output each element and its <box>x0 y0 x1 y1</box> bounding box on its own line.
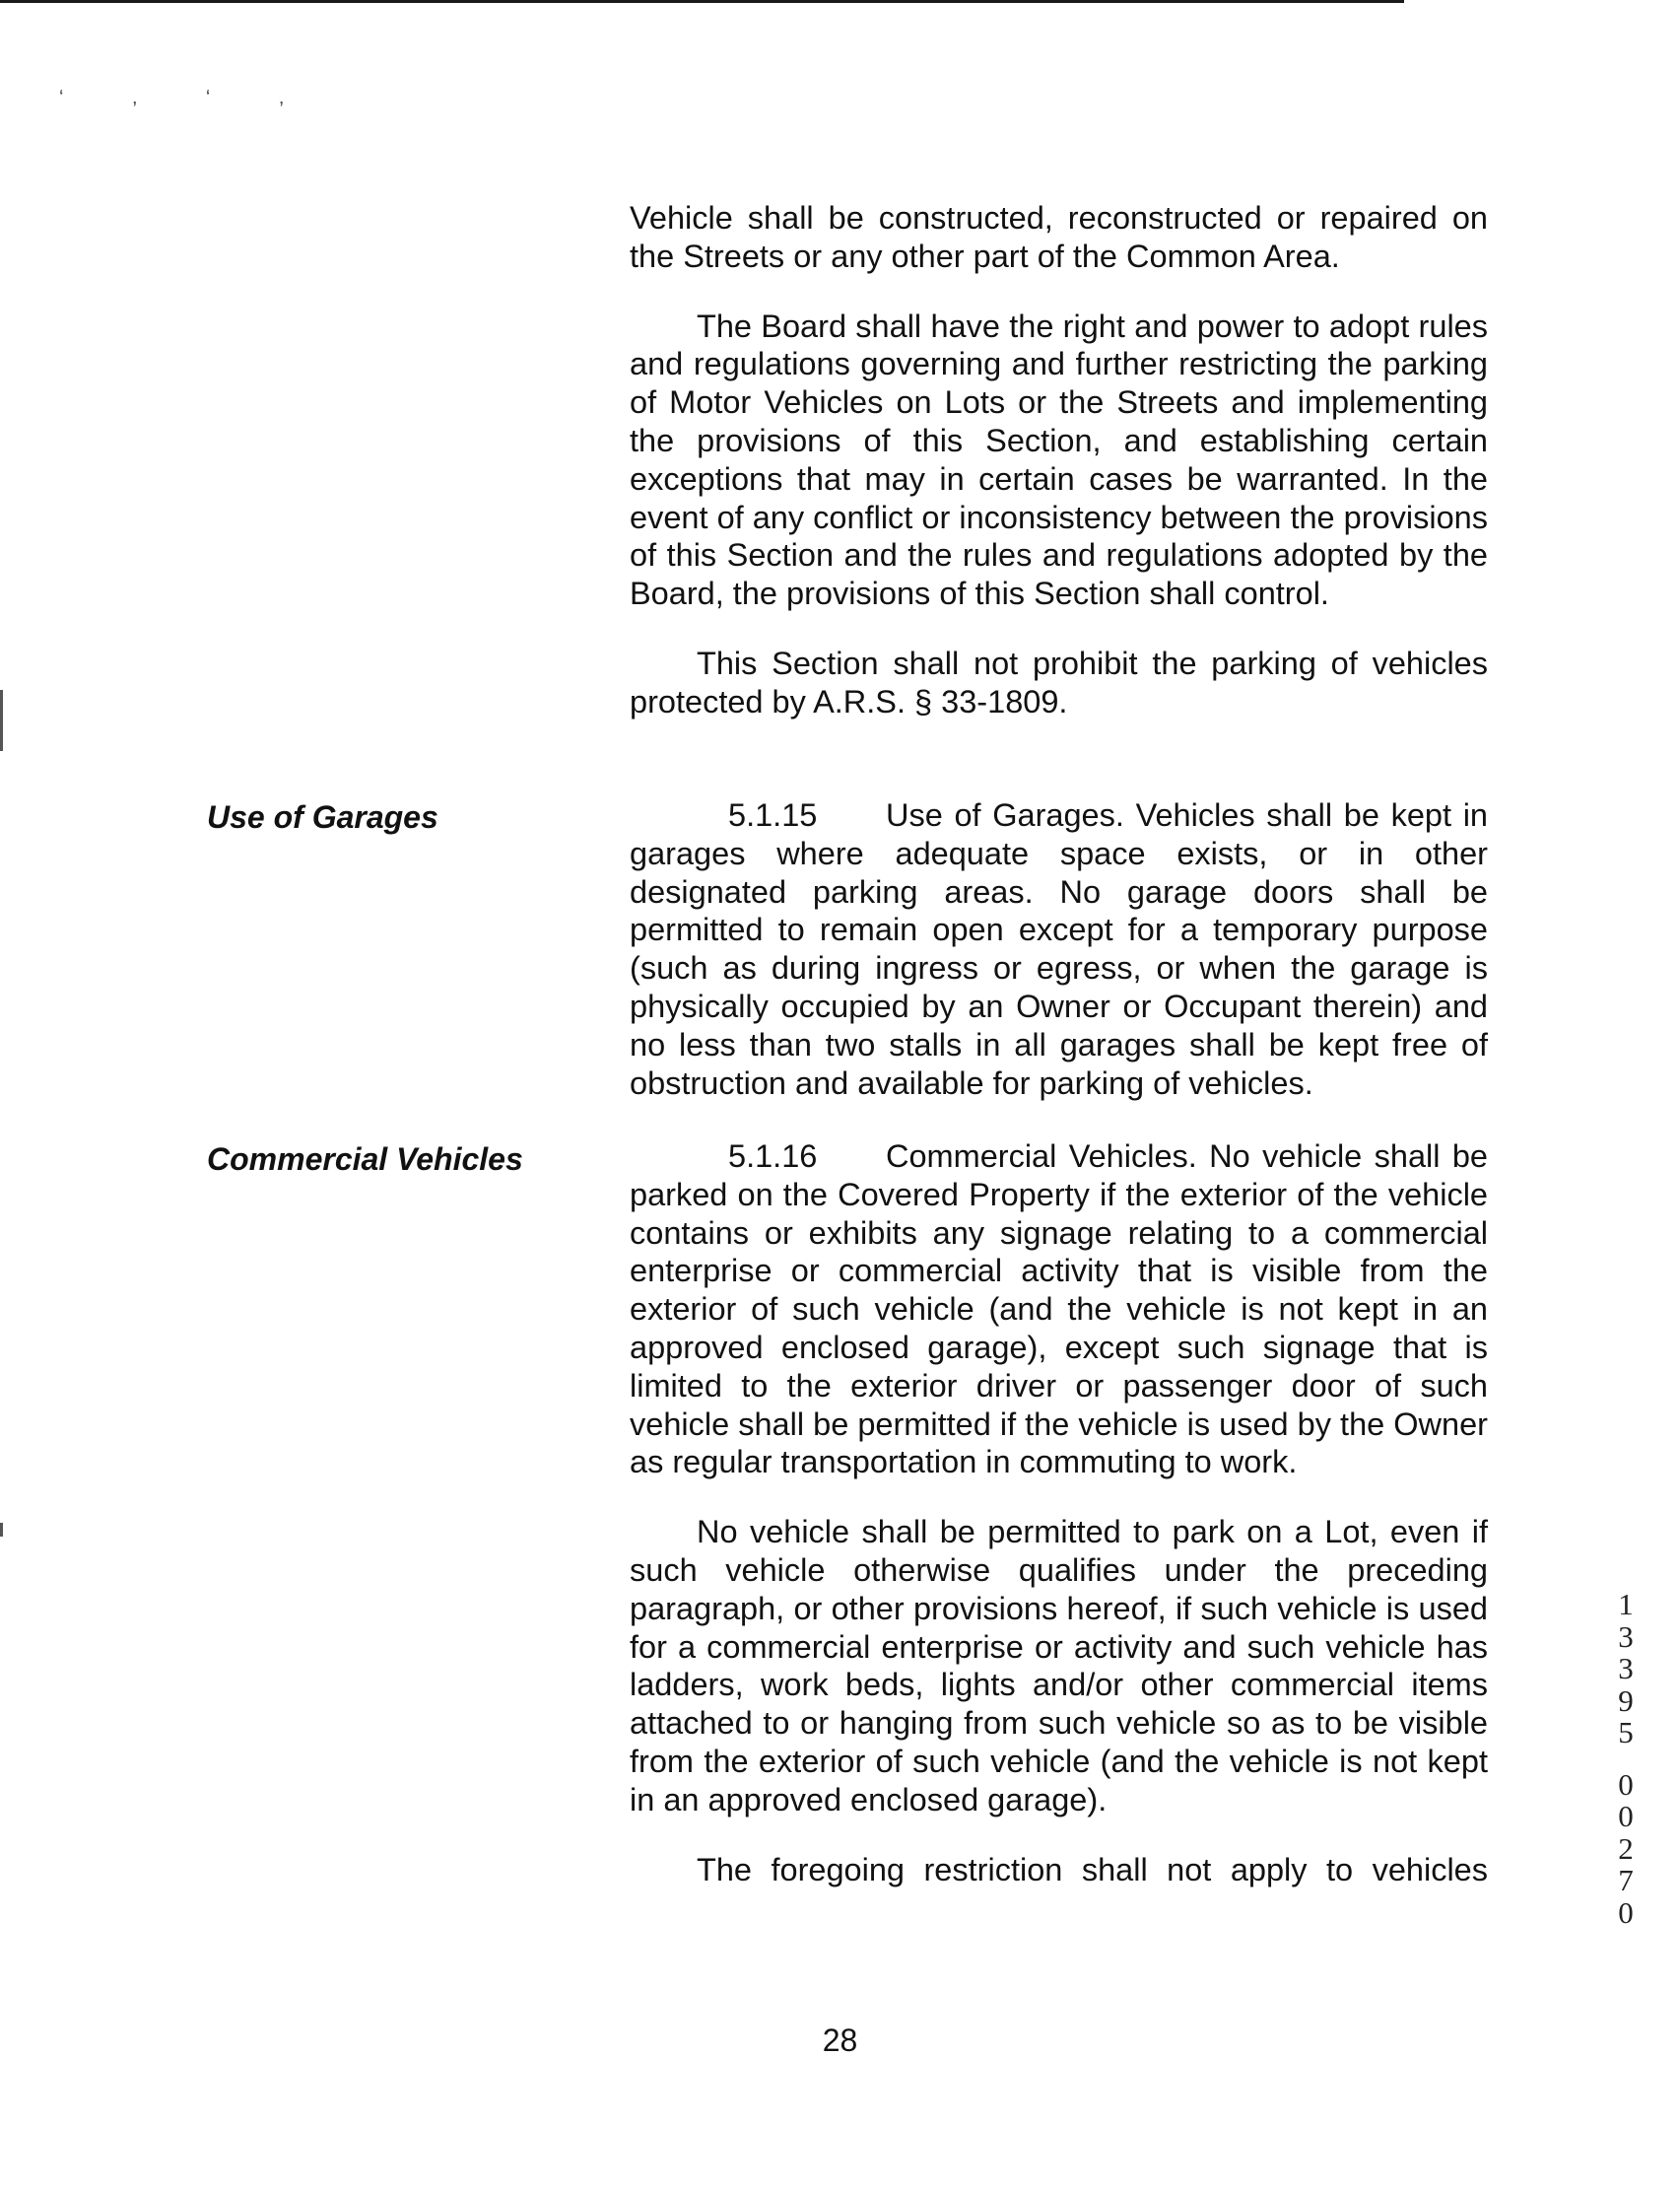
section-text: Use of Garages. Vehicles shall be kept in garages where adequate space exists, or in other designated parking areas. No garage doors shall be permitted to remain open except for a temporary purpose (such as during ingress or egress, or when the garage is physically occupied by an Owner or Occupant therein) and no less than two stalls in all garages shall be kept free of obstruction and available for parking of vehicles. <box>630 797 1488 1101</box>
recording-stamp <box>1606 1589 1646 1929</box>
stamp-digit: 7 <box>1618 1863 1634 1897</box>
section-paragraph <box>630 796 1488 1102</box>
stamp-digit: 5 <box>1618 1715 1634 1749</box>
stamp-digit: 3 <box>1618 1618 1634 1654</box>
stamp-digit: 0 <box>1618 1894 1634 1930</box>
section-5-1-16 <box>630 1137 1488 1888</box>
section-paragraph <box>630 1137 1488 1481</box>
continuation-block <box>630 199 1488 721</box>
paragraph-foregoing-restriction: The foregoing restriction shall not apply to vehicles <box>697 1851 1488 1887</box>
stamp-digit: 1 <box>1618 1587 1634 1621</box>
margin-scan-tick <box>0 1523 3 1537</box>
scan-artifact-marks: ‘‚‘‚ <box>59 87 353 108</box>
section-text: Commercial Vehicles. No vehicle shall be parked on the Covered Property if the exterior of the vehicle contains or exhibits any signage relating to a commercial enterprise or commercial activity that is visible from the exterior of such vehicle (and the vehicle is not kept in an approved enclosed garage), except such signage that is limited to the exterior driver or passenger door of such vehicle shall be permitted if the vehicle is used by the Owner as regular transportation in commuting to work. <box>630 1138 1488 1480</box>
side-heading-use-of-garages: Use of Garages <box>207 799 438 835</box>
paragraph-commercial-items: No vehicle shall be permitted to park on a Lot, even if such vehicle otherwise qualifies under the preceding paragraph, or other provisions hereof, if such vehicle is used for a commercial enterprise or activity and such vehicle has ladders, work beds, lights and/or other commercial items attached to or hanging from such vehicle so as to be visible from the exterior of such vehicle (and the vehicle is not kept in an approved enclosed garage). <box>630 1514 1488 1817</box>
section-number: 5.1.15 <box>728 797 818 833</box>
paragraph-continuation: Vehicle shall be constructed, reconstructed or repaired on the Streets or any other part of the Common Area. <box>630 200 1488 274</box>
stamp-digit: 0 <box>1618 1766 1634 1802</box>
side-heading-commercial-vehicles: Commercial Vehicles <box>207 1141 523 1177</box>
stamp-digit: 0 <box>1618 1799 1634 1833</box>
paragraph-board-rules: The Board shall have the right and power to adopt rules and regulations governing and further restricting the parking of Motor Vehicles on Lots or the Streets and implementing the provisions of this Section, and establishing certain exceptions that may in certain cases be warranted. In the event of any conflict or inconsistency between the provisions of this Section and the rules and regulations adopted by the Board, the provisions of this Section shall control. <box>630 308 1488 612</box>
section-number: 5.1.16 <box>728 1138 818 1174</box>
margin-scan-tick <box>0 690 3 751</box>
top-border-line <box>0 0 1404 3</box>
page-number: 28 <box>822 2022 858 2058</box>
section-5-1-15 <box>630 796 1488 1102</box>
stamp-digit: 2 <box>1618 1830 1634 1866</box>
stamp-digit: 9 <box>1618 1682 1634 1718</box>
paragraph-ars-exception: This Section shall not prohibit the parking of vehicles protected by A.R.S. § 33-1809. <box>630 645 1488 720</box>
stamp-digit: 3 <box>1618 1651 1634 1685</box>
